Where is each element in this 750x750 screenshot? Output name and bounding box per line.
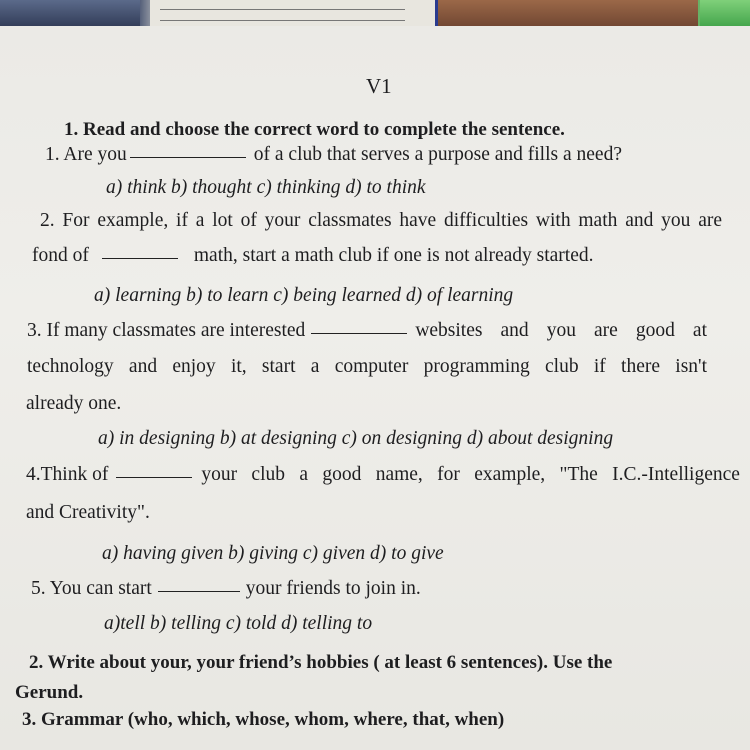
- q2-word: have: [399, 210, 437, 231]
- q1-blank[interactable]: [130, 156, 246, 158]
- task3-title: 3. Grammar (who, which, whose, whom, where, that, when): [22, 709, 505, 730]
- q3-word: at: [692, 320, 707, 341]
- q3-word: and: [128, 356, 158, 377]
- variant-heading: V1: [366, 74, 392, 98]
- q1-text-after: of a club that serves a purpose and fills a need?: [253, 144, 622, 165]
- q2-word: of: [240, 210, 257, 231]
- q5-blank[interactable]: [158, 590, 240, 592]
- q3-options: a) in designing b) at designing c) on designing d) about designing: [98, 428, 614, 449]
- q3-word: and: [500, 320, 529, 341]
- q4-line2: and Creativity".: [26, 502, 150, 523]
- q4-word: example,: [474, 464, 546, 485]
- q3-line1: [27, 321, 707, 341]
- q2-word: difficulties: [444, 210, 529, 231]
- q3-word: you: [546, 320, 576, 341]
- q3-word: enjoy: [172, 356, 216, 377]
- q4-word: club: [251, 464, 285, 485]
- q5-text-after: your friends to join in.: [245, 578, 421, 599]
- q5-line: [31, 579, 421, 599]
- q2-options: a) learning b) to learn c) being learned d) of learning: [94, 285, 514, 306]
- q4-word: a: [299, 464, 308, 485]
- q2-word: example,: [97, 210, 169, 231]
- q2-word: you: [661, 210, 691, 231]
- q2-word: your: [264, 210, 301, 231]
- q3-word: are: [594, 320, 618, 341]
- q3-word: there: [621, 356, 661, 377]
- q2-text-after: math, start a math club if one is not already started.: [193, 245, 594, 266]
- q3-line3: already one.: [26, 393, 122, 414]
- q2-word: 2.: [40, 210, 55, 231]
- task1-title: 1. Read and choose the correct word to complete the sentence.: [64, 119, 565, 140]
- q3-word: good: [635, 320, 675, 341]
- q3-word: websites: [415, 320, 483, 341]
- q4-word: name,: [375, 464, 423, 485]
- q4-word: your: [201, 464, 238, 485]
- q4-word: for: [437, 464, 460, 485]
- q2-word: and: [625, 210, 654, 231]
- q2-word: classmates: [308, 210, 392, 231]
- task2-line2: Gerund.: [15, 682, 84, 703]
- q5-text-before: 5. You can start: [31, 578, 152, 599]
- q1-line: [45, 145, 622, 165]
- q4-text-after: [201, 465, 740, 485]
- q4-word: good: [322, 464, 362, 485]
- q2-word: if: [176, 210, 188, 231]
- q2-word: a: [195, 210, 205, 231]
- q2-line2: [32, 246, 594, 266]
- q4-word: "The: [559, 464, 598, 485]
- q4-options: a) having given b) giving c) given d) to give: [102, 543, 444, 564]
- q2-word: with: [535, 210, 571, 231]
- q3-word: isn't: [675, 356, 707, 377]
- q4-blank[interactable]: [116, 476, 192, 478]
- q2-blank[interactable]: [102, 257, 178, 259]
- q3-word: club: [545, 356, 579, 377]
- q3-text-before: 3. If many classmates are interested: [27, 320, 306, 341]
- q3-word: start: [261, 356, 296, 377]
- q3-word: if: [593, 356, 606, 377]
- q5-options: a)tell b) telling c) told d) telling to: [104, 613, 373, 634]
- q2-word: math: [578, 210, 618, 231]
- q4-word: I.C.-Intelligence: [612, 464, 740, 485]
- q3-line2: [27, 357, 707, 377]
- q2-word: For: [62, 210, 90, 231]
- q3-word: computer: [334, 356, 409, 377]
- q2-text-before: fond of: [32, 245, 89, 266]
- q1-options: a) think b) thought c) thinking d) to think: [106, 177, 426, 198]
- q4-text-before: 4.Think of: [26, 464, 109, 485]
- q3-word: a: [310, 356, 320, 377]
- q3-word: programming: [423, 356, 530, 377]
- q2-word: are: [698, 210, 722, 231]
- q3-word: technology: [27, 356, 114, 377]
- task2-line1: 2. Write about your, your friend’s hobbies ( at least 6 sentences). Use the: [29, 652, 613, 673]
- q3-blank[interactable]: [311, 332, 407, 334]
- q3-text-after: [415, 321, 707, 341]
- q2-word: lot: [212, 210, 233, 231]
- q1-text-before: 1. Are you: [45, 144, 127, 165]
- q2-line1: [40, 211, 722, 231]
- q4-line1: [26, 465, 740, 485]
- q3-word: it,: [230, 356, 247, 377]
